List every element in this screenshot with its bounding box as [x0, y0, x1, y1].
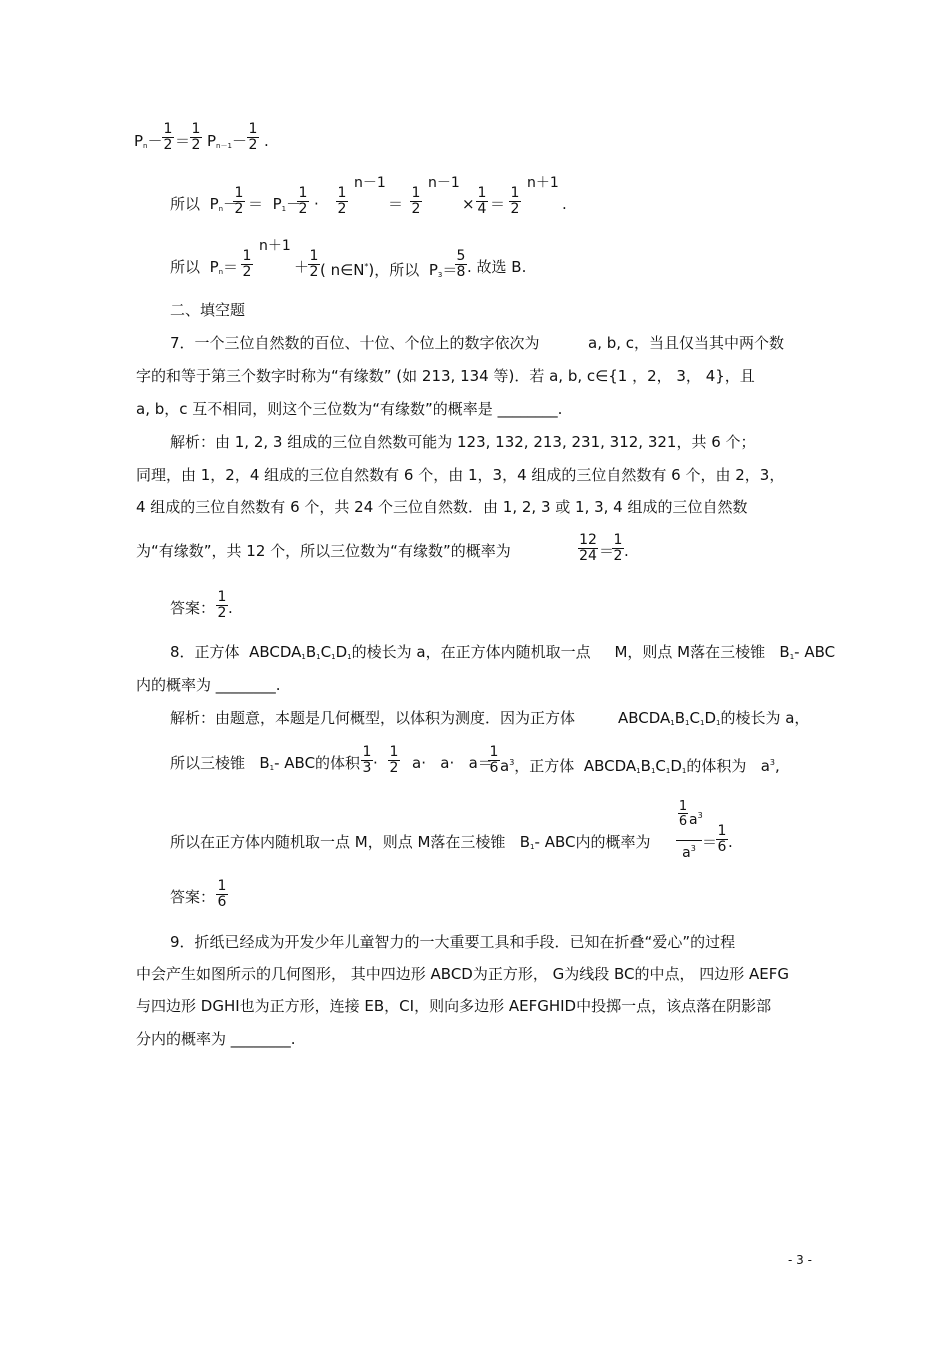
times-sign: ×: [462, 195, 475, 213]
inner-numerator: 1: [678, 799, 688, 814]
fraction-half: $\frac{1}{2}$: [411, 185, 421, 217]
sol7-line2: 同理，由 1，2，4 组成的三位自然数有 6 个，由 1，3，4 组成的三位自然数有 6 个，由 2，3，: [136, 466, 785, 484]
fraction-quarter: $\frac{1}{4}$: [477, 185, 487, 217]
period: .: [562, 195, 567, 213]
sol8-line3: 所以在正方体内随机取一点 M，则点 M落在三棱锥 B1- ABC内的概率为: [170, 833, 651, 851]
fraction-half: $\frac{1}{2}$: [248, 121, 258, 153]
plus-sign: ＋: [294, 258, 310, 276]
compound-denominator: $a^3$: [682, 844, 696, 861]
fraction-half: $\frac{1}{2}$: [163, 121, 173, 153]
q7-line1a: 7．一个三位自然数的百位、十位、个位上的数字依次为: [170, 334, 540, 352]
dot: ·: [373, 754, 378, 772]
fraction-half: $\frac{1}{2}$: [242, 248, 252, 280]
q9-line1: 9．折纸已经成为开发少年儿童智力的一大重要工具和手段．已知在折叠“爱心”的过程: [170, 933, 736, 951]
q8-line2: 内的概率为 ________.: [136, 676, 281, 694]
recurrence-equation: Pn－: [134, 132, 163, 150]
fraction-half: $\frac{1}{2}$: [298, 185, 308, 217]
section-heading: 二、填空题: [170, 301, 246, 319]
q8-line1: 8．正方体 ABCDA1B1C1D1的棱长为 a，在正方体内随机取一点 M，则点 M落在三棱锥 B1- ABC: [170, 643, 836, 661]
inner-a: $a^3$: [689, 811, 703, 828]
period: .: [624, 542, 629, 560]
period: .: [728, 833, 733, 851]
equals-sign: ＝: [702, 833, 718, 851]
fraction-five-eighths: $\frac{5}{8}$: [456, 248, 466, 280]
q7-line1b: a, b, c，当且仅当其中两个数: [588, 334, 785, 352]
fraction-half: $\frac{1}{2}$: [191, 121, 201, 153]
sol7-line4: 为“有缘数”，共 12 个，所以三位数为“有缘数”的概率为: [136, 542, 511, 560]
a-cubed: $a^3$，正方体 ABCDA1B1C1D1的体积为 $a^3$,: [500, 757, 780, 775]
q7-line3: a, b，c 互不相同，则这个三位数为“有缘数”的概率是 ________.: [136, 400, 563, 418]
answer-fraction-sixth: $\frac{1}{6}$: [217, 878, 227, 910]
period: .: [228, 599, 233, 617]
sol7-line1: 解析：由 1, 2, 3 组成的三位自然数可能为 123, 132, 213, 231, 312, 321，共 6 个；: [170, 433, 756, 451]
fraction-half: $\frac{1}{2}$: [510, 185, 520, 217]
geometric-equation: 所以 Pn－: [170, 195, 239, 213]
exponent: n－1: [428, 175, 460, 191]
sol8-line2-lead: 所以三棱锥 B1- ABC的体积: [170, 754, 361, 772]
dot: ·: [314, 195, 319, 213]
domain-condition: ( n∈N*)，所以 P3＝: [320, 261, 458, 279]
equals-p1: ＝ P1－: [248, 195, 302, 213]
fraction-half: $\frac{1}{2}$: [234, 185, 244, 217]
q7-line2: 字的和等于第三个数字时称为“有缘数” (如 213, 134 等)．若 a, b, c∈{1 ，2， 3， 4}，且: [136, 367, 755, 385]
fraction-12-24: $\frac{12}{24}$: [579, 532, 597, 564]
equals-sign: ＝: [490, 195, 506, 213]
q9-line2: 中会产生如图所示的几何图形， 其中四边形 ABCD为正方形， G为线段 BC的中点， 四边形 AEFG: [136, 965, 790, 983]
fraction-half: $\frac{1}{2}$: [309, 248, 319, 280]
exponent: n＋1: [527, 175, 559, 191]
fraction-half: $\frac{1}{2}$: [389, 744, 399, 776]
exponent: n＋1: [259, 238, 291, 254]
fraction-sixth: $\frac{1}{6}$: [489, 744, 499, 776]
answer-label: 答案：: [170, 888, 216, 906]
recurrence-rhs: Pn－1－: [207, 132, 247, 150]
volume-product: a· a· a＝: [412, 754, 493, 772]
q9-line4: 分内的概率为 ________.: [136, 1030, 296, 1048]
fraction-half: $\frac{1}{2}$: [337, 185, 347, 217]
answer-choice: . 故选 B.: [467, 258, 527, 276]
equals-sign: ＝: [599, 542, 615, 560]
equals-sign: ＝: [388, 195, 404, 213]
page-number: - 3 -: [788, 1253, 812, 1267]
answer-label: 答案：: [170, 599, 216, 617]
closed-form-equation: 所以 Pn＝: [170, 258, 239, 276]
sol8-line1: 解析：由题意，本题是几何概型，以体积为测度．因为正方体 ABCDA1B1C1D1的棱长为 a，: [170, 709, 810, 727]
fraction-sixth: $\frac{1}{6}$: [717, 823, 727, 855]
exponent: n－1: [354, 175, 386, 191]
period: .: [264, 132, 269, 150]
q9-line3: 与四边形 DGHI也为正方形，连接 EB，CI，则向多边形 AEFGHID中投掷一点，该点落在阴影部: [136, 997, 772, 1015]
sol7-line3: 4 组成的三位自然数有 6 个，共 24 个三位自然数．由 1, 2, 3 或 1, 3, 4 组成的三位自然数: [136, 498, 748, 516]
compound-numerator: [676, 800, 702, 841]
probability-compound-fraction: [676, 800, 702, 861]
fraction-half: $\frac{1}{2}$: [613, 532, 623, 564]
equals-sign: ＝: [175, 132, 191, 150]
fraction-third: $\frac{1}{3}$: [362, 744, 372, 776]
inner-denominator: 6: [678, 814, 688, 829]
answer-fraction-half: $\frac{1}{2}$: [217, 589, 227, 621]
